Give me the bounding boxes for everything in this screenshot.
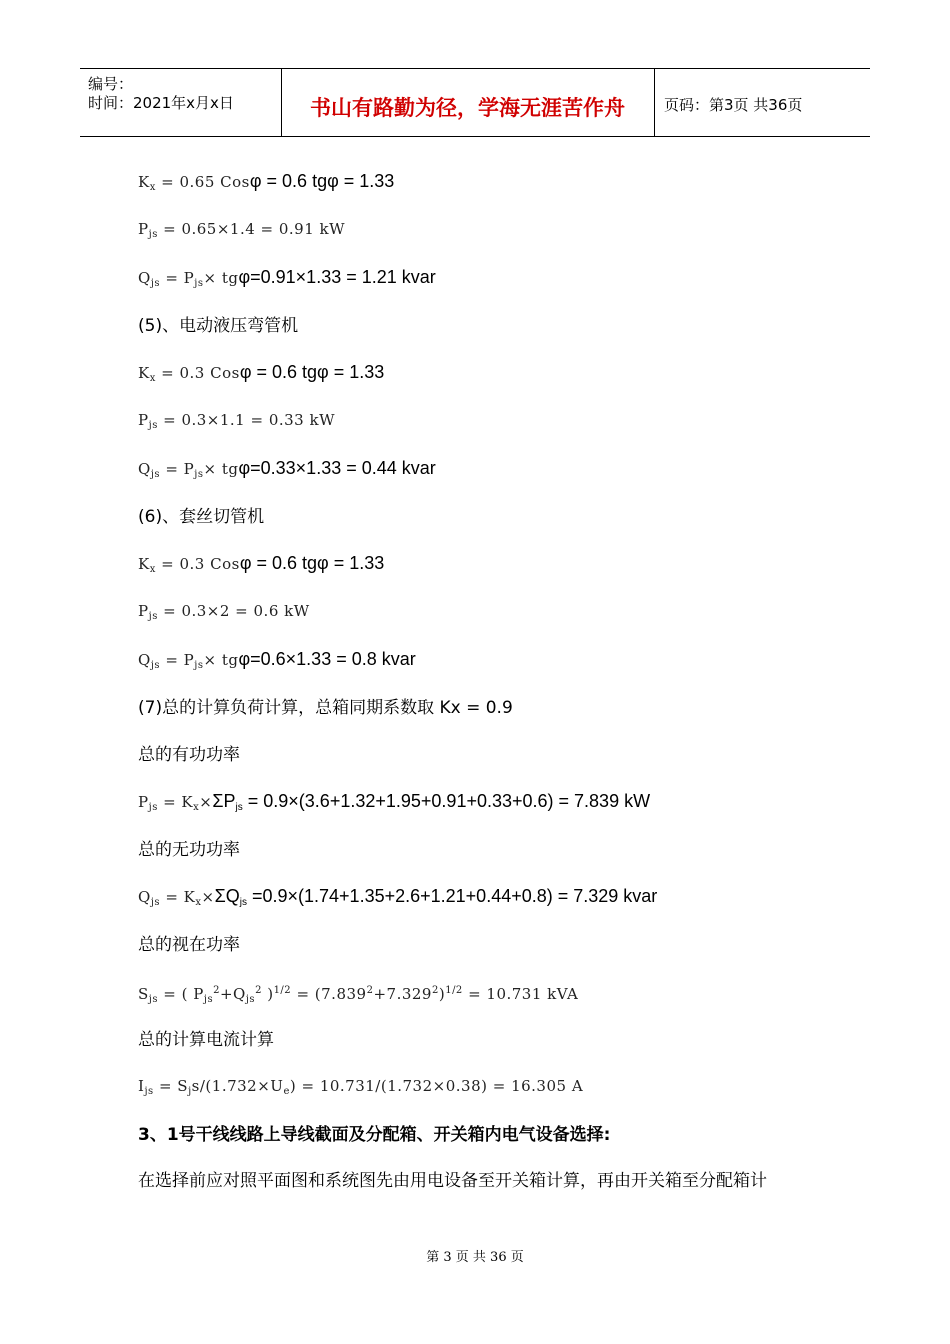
item-heading: (5)、电动液压弯管机 [138, 316, 299, 336]
formula-qjs: $Q_{js} = P_{js}\times tg\varphi=0.6\times 1.33 = 0.8$ kvar [138, 649, 416, 671]
section-title: 总的有功功率 [138, 745, 240, 765]
paragraph: 在选择前应对照平面图和系统图先由用电设备至开关箱计算，再由开关箱至分配箱计 [138, 1171, 767, 1191]
formula-kx: $K_x = 0.3$ Cosφ = 0.6 tgφ = 1.33 [138, 553, 385, 575]
item-heading: (6)、套丝切管机 [138, 507, 265, 527]
formula-qjs: $Q_{js} = P_{js}\times tg\varphi=0.91\times 1.33 = 1.21$ kvar [138, 267, 436, 289]
formula-pjs: $P_{js} = 0.3\times 1.1 = 0.33$ kW [138, 411, 335, 431]
formula-total-apparent: $S_{js}$ = ( $P_{js}^2+Q_{js}^2$ )$^{1/2} = (7.839^2+7.329^2)^{1/2} = 10.731$ kVA [138, 985, 579, 1005]
page-footer: 第 3 页 共 36 页 [426, 1250, 524, 1265]
section-title: 总的计算电流计算 [138, 1030, 274, 1050]
document-number-label: 编号： [88, 75, 134, 93]
formula-total-reactive: $Q_{js} = K_x\times\Sigma Q_{js} =0.9\times(1.74+1.35+2.6+1.21+0.44+0.8) = 7.329$ kvar [138, 886, 658, 908]
formula-kx: $K_x = 0.65$ Cosφ = 0.6 tgφ = 1.33 [138, 171, 395, 193]
header-motto: 书山有路勤为径，学海无涯苦作舟 [310, 96, 625, 120]
document-time-label: 时间：2021年x月x日 [88, 94, 234, 112]
formula-qjs: $Q_{js} = P_{js}\times tg\varphi=0.33\times 1.33 = 0.44$ kvar [138, 458, 436, 480]
formula-pjs: $P_{js} = 0.65\times 1.4 = 0.91$ kW [138, 220, 346, 240]
section-heading: 3、1号干线线路上导线截面及分配箱、开关箱内电气设备选择: [138, 1125, 611, 1145]
document-header [80, 68, 870, 137]
formula-kx: $K_x = 0.3$ Cosφ = 0.6 tgφ = 1.33 [138, 362, 385, 384]
formula-pjs: $P_{js} = 0.3\times 2 = 0.6$ kW [138, 602, 310, 622]
header-divider [654, 69, 655, 136]
formula-total-active: $P_{js} = K_x\times\Sigma P_{js} = 0.9\times(3.6+1.32+1.95+0.91+0.33+0.6) = 7.839$ kW [138, 791, 651, 813]
section-title: 总的无功功率 [138, 840, 240, 860]
formula-total-current: $I_{js} = S_js/(1.732\times U_e) = 10.731/(1.732\times 0.38) = 16.305$ A [138, 1077, 584, 1097]
section-title: 总的视在功率 [138, 935, 240, 955]
header-page-label: 页码：第3页 共36页 [664, 96, 803, 114]
item-heading: (7)总的计算负荷计算，总箱同期系数取 Kx = 0.9 [138, 698, 513, 718]
